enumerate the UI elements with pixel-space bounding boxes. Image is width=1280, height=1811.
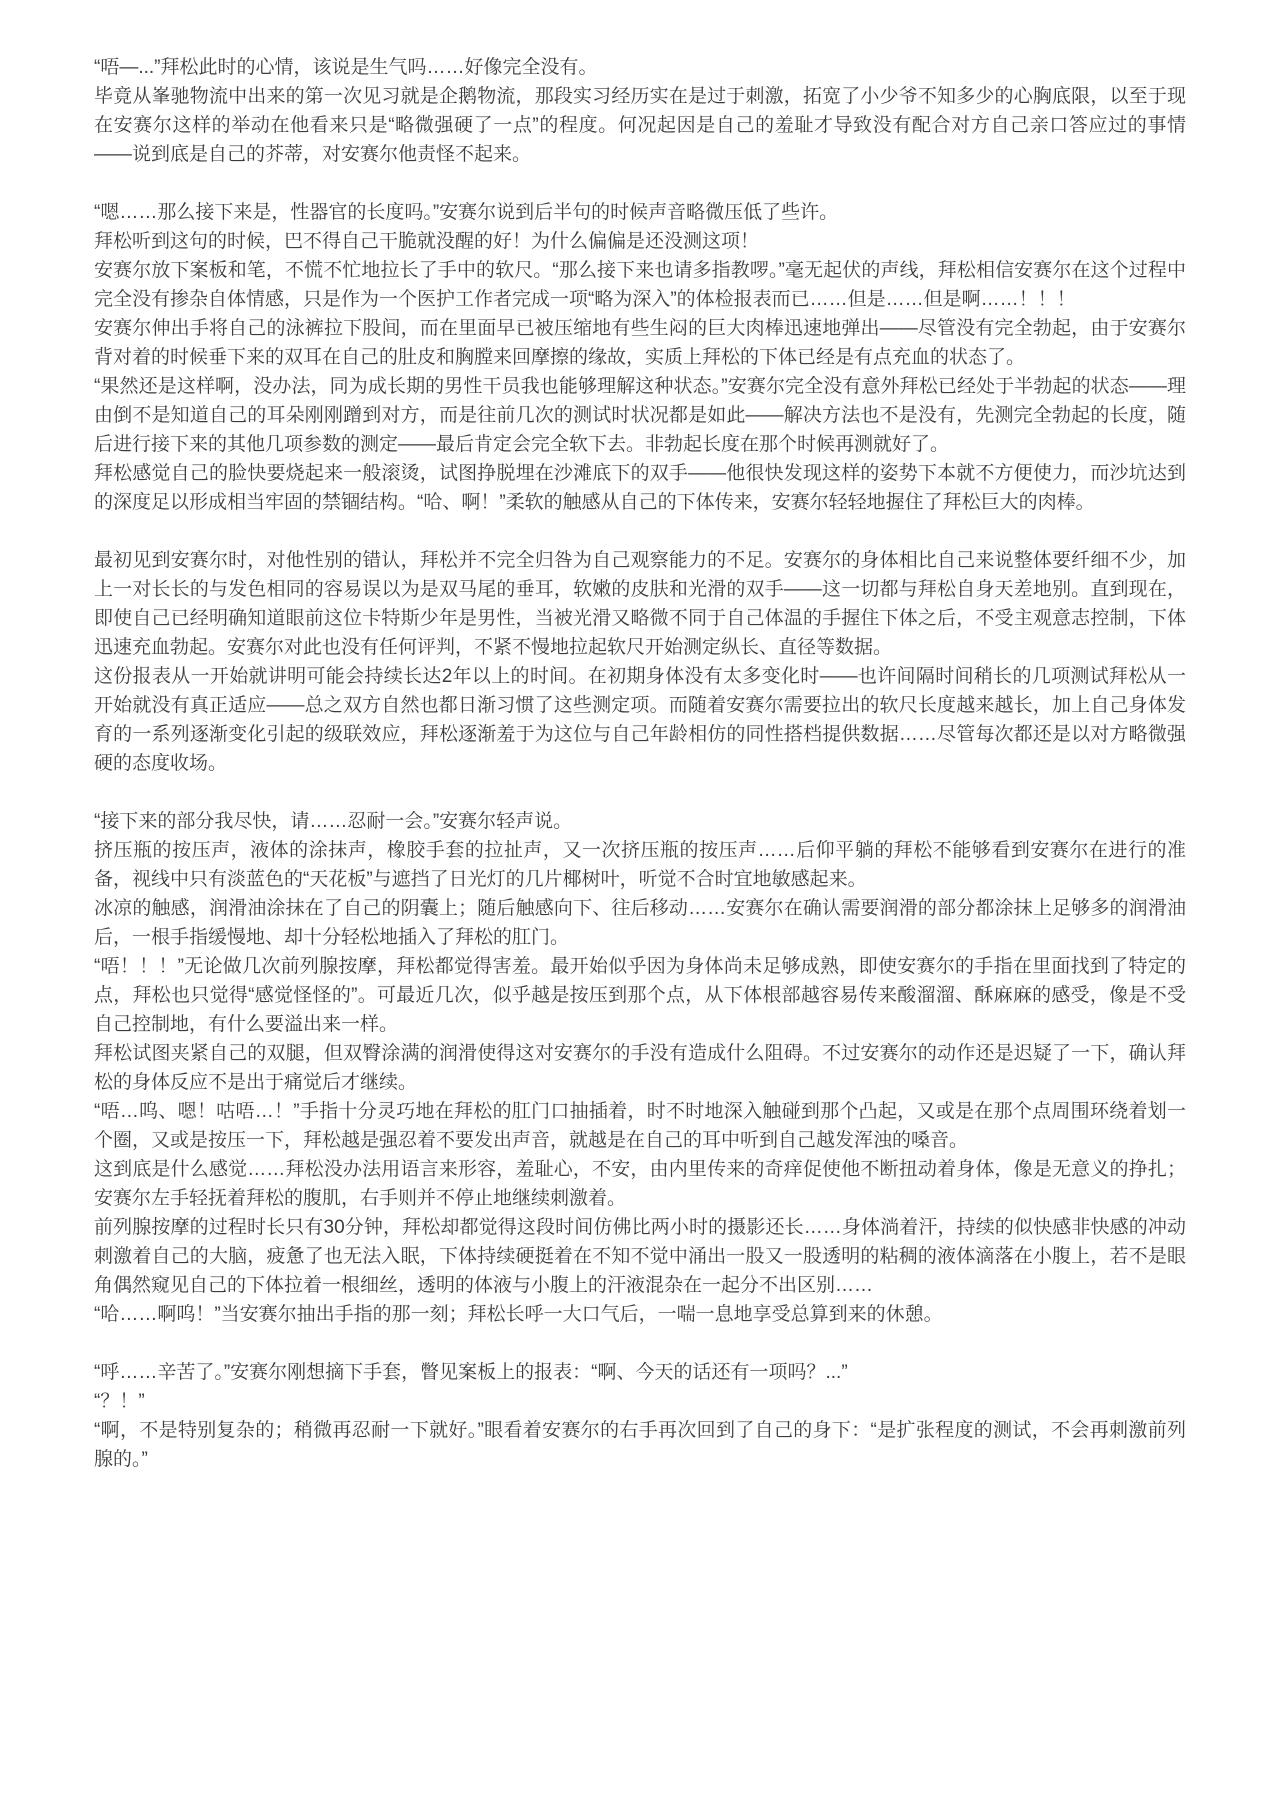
paragraph: “嗯……那么接下来是，性器官的长度吗。”安赛尔说到后半句的时候声音略微压低了些许。 [94, 202, 839, 223]
paragraph: 前列腺按摩的过程时长只有30分钟，拜松却都觉得这段时间仿佛比两小时的摄影还长……身体淌着汗，持续的似快感非快感的冲动刺激着自己的大脑，疲惫了也无法入眠，下体持续硬挺着在不知不觉中涌出一股又一股透明的粘稠的液体滴落在小腹上，若不是眼角偶然窥见自己的下体拉着一根细丝，透明的体液与小腹上的汗液混杂在一起分不出区别…… [94, 1217, 1186, 1296]
paragraph: “接下来的部分我尽快，请……忍耐一会。”安赛尔轻声说。 [94, 811, 573, 832]
paragraph: “唔—...”拜松此时的心情，该说是生气吗……好像完全没有。 [94, 57, 598, 78]
paragraph: 毕竟从峯驰物流中出来的第一次见习就是企鹅物流，那段实习经历实在是过于刺激，拓宽了小少爷不知多少的心胸底限，以至于现在安赛尔这样的举动在他看来只是“略微强硬了一点”的程度。何况起因是自己的羞耻才导致没有配合对方自己亲口答应过的事情——说到底是自己的芥蒂，对安赛尔他责怪不起来。 [94, 86, 1186, 165]
paragraph: “唔！！！”无论做几次前列腺按摩，拜松都觉得害羞。最开始似乎因为身体尚未足够成熟，即使安赛尔的手指在里面找到了特定的点，拜松也只觉得“感觉怪怪的”。可最近几次，似乎越是按压到那个点，从下体根部越容易传来酸溜溜、酥麻麻的感受，像是不受自己控制地，有什么要溢出来一样。 [94, 956, 1186, 1035]
paragraph: 这份报表从一开始就讲明可能会持续长达2年以上的时间。在初期身体没有太多变化时——也许间隔时间稍长的几项测试拜松从一开始就没有真正适应——总之双方自然也都日渐习惯了这些测定项。而随着安赛尔需要拉出的软尺长度越来越长，加上自己身体发育的一系列逐渐变化引起的级联效应，拜松逐渐羞于为这位与自己年龄相仿的同性搭档提供数据……尽管每次都还是以对方略微强硬的态度收场。 [94, 666, 1186, 774]
paragraph: “哈……啊呜！”当安赛尔抽出手指的那一刻；拜松长呼一大口气后，一喘一息地享受总算到来的休憩。 [94, 1304, 943, 1325]
document-content [94, 53, 1186, 1474]
paragraph: 这到底是什么感觉……拜松没办法用语言来形容，羞耻心，不安，由内里传来的奇痒促使他不断扭动着身体，像是无意义的挣扎；安赛尔左手轻抚着拜松的腹肌，右手则并不停止地继续刺激着。 [94, 1159, 1186, 1209]
paragraph: “啊，不是特别复杂的；稍微再忍耐一下就好。”眼看着安赛尔的右手再次回到了自己的身下：“是扩张程度的测试，不会再刺激前列腺的。” [94, 1420, 1186, 1470]
paragraph-group [94, 1358, 1186, 1474]
paragraph-group [94, 198, 1186, 517]
paragraph: 冰凉的触感，润滑油涂抹在了自己的阴囊上；随后触感向下、往后移动……安赛尔在确认需要润滑的部分都涂抹上足够多的润滑油后，一根手指缓慢地、却十分轻松地插入了拜松的肛门。 [94, 898, 1186, 948]
paragraph-group [94, 546, 1186, 778]
paragraph: 拜松感觉自己的脸快要烧起来一般滚烫，试图挣脱埋在沙滩底下的双手——他很快发现这样的姿势下本就不方便使力，而沙坑达到的深度足以形成相当牢固的禁锢结构。“哈、啊！”柔软的触感从自己的下体传来，安赛尔轻轻地握住了拜松巨大的肉棒。 [94, 463, 1186, 513]
paragraph: 最初见到安赛尔时，对他性别的错认，拜松并不完全归咎为自己观察能力的不足。安赛尔的身体相比自己来说整体要纤细不少，加上一对长长的与发色相同的容易误以为是双马尾的垂耳，软嫩的皮肤和光滑的双手——这一切都与拜松自身天差地别。直到现在，即使自己已经明确知道眼前这位卡特斯少年是男性，当被光滑又略微不同于自己体温的手握住下体之后，不受主观意志控制，下体迅速充血勃起。安赛尔对此也没有任何评判，不紧不慢地拉起软尺开始测定纵长、直径等数据。 [94, 550, 1186, 658]
paragraph-group [94, 807, 1186, 1329]
paragraph: 拜松试图夹紧自己的双腿，但双臀涂满的润滑使得这对安赛尔的手没有造成什么阻碍。不过安赛尔的动作还是迟疑了一下，确认拜松的身体反应不是出于痛觉后才继续。 [94, 1043, 1186, 1093]
paragraph: “？！” [94, 1391, 145, 1412]
paragraph-group [94, 53, 1186, 169]
paragraph: “呼……辛苦了。”安赛尔刚想摘下手套，瞥见案板上的报表：“啊、今天的话还有一项吗？...” [94, 1362, 848, 1383]
paragraph: 安赛尔放下案板和笔，不慌不忙地拉长了手中的软尺。“那么接下来也请多指教啰。”毫无起伏的声线，拜松相信安赛尔在这个过程中完全没有掺杂自体情感，只是作为一个医护工作者完成一项“略为深入”的体检报表而已……但是……但是啊……！！！ [94, 260, 1186, 310]
paragraph: “果然还是这样啊，没办法，同为成长期的男性干员我也能够理解这种状态。”安赛尔完全没有意外拜松已经处于半勃起的状态——理由倒不是知道自己的耳朵刚刚蹭到对方，而是往前几次的测试时状况都是如此——解决方法也不是没有，先测完全勃起的长度，随后进行接下来的其他几项参数的测定——最后肯定会完全软下去。非勃起长度在那个时候再测就好了。 [94, 376, 1186, 455]
paragraph: 拜松听到这句的时候，巴不得自己干脆就没醒的好！为什么偏偏是还没测这项！ [94, 231, 760, 252]
paragraph: 安赛尔伸出手将自己的泳裤拉下股间，而在里面早已被压缩地有些生闷的巨大肉棒迅速地弹出——尽管没有完全勃起，由于安赛尔背对着的时候垂下来的双耳在自己的肚皮和胸膛来回摩擦的缘故，实质上拜松的下体已经是有点充血的状态了。 [94, 318, 1186, 368]
paragraph: “唔…呜、嗯！咕唔…！”手指十分灵巧地在拜松的肛门口抽插着，时不时地深入触碰到那个凸起，又或是在那个点周围环绕着划一个圈，又或是按压一下，拜松越是强忍着不要发出声音，就越是在自己的耳中听到自己越发浑浊的嗓音。 [94, 1101, 1186, 1151]
paragraph: 挤压瓶的按压声，液体的涂抹声，橡胶手套的拉扯声，又一次挤压瓶的按压声……后仰平躺的拜松不能够看到安赛尔在进行的准备，视线中只有淡蓝色的“天花板”与遮挡了日光灯的几片椰树叶，听觉不合时宜地敏感起来。 [94, 840, 1186, 890]
